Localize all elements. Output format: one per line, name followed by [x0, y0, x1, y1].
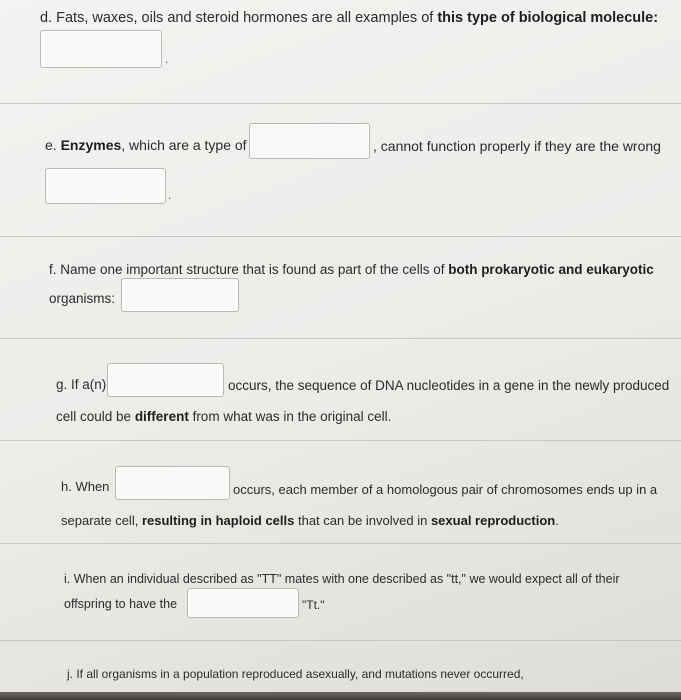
question-e-text: e. Enzymes, which are a type of — [45, 137, 247, 153]
question-i-continuation: "Tt." — [302, 598, 325, 612]
question-f-line2: organisms: — [49, 291, 116, 306]
question-h-line2: separate cell, resulting in haploid cells that can be involved in sexual reproduction. — [61, 513, 559, 528]
divider — [0, 236, 681, 237]
divider — [0, 543, 681, 544]
answer-box-e-2[interactable] — [45, 168, 166, 204]
question-i-text: i. When an individual described as "TT" mates with one described as "tt," we would expect all of their — [64, 572, 620, 586]
answer-box-f[interactable] — [121, 278, 239, 312]
question-e-period: . — [168, 188, 172, 202]
divider — [0, 338, 681, 339]
screen-bezel — [0, 692, 681, 700]
question-g-continuation: occurs, the sequence of DNA nucleotides in a gene in the newly produced — [228, 378, 670, 393]
question-d-text: d. Fats, waxes, oils and steroid hormones are all examples of this type of biological molecule: — [40, 10, 659, 26]
question-d-period: . — [165, 52, 169, 66]
question-f-text: f. Name one important structure that is found as part of the cells of both prokaryotic and eukaryotic — [49, 262, 654, 277]
divider — [0, 440, 681, 441]
answer-box-i[interactable] — [187, 588, 299, 618]
answer-box-d[interactable] — [40, 30, 162, 68]
answer-box-h[interactable] — [115, 466, 230, 500]
answer-box-e-1[interactable] — [249, 123, 370, 159]
question-h-text: h. When — [61, 479, 110, 494]
question-j-text: j. If all organisms in a population reproduced asexually, and mutations never occurred, — [67, 667, 524, 681]
question-h-continuation: occurs, each member of a homologous pair of chromosomes ends up in a — [233, 482, 658, 497]
question-g-text: g. If a(n) — [56, 377, 107, 392]
divider — [0, 640, 681, 641]
question-i-line2: offspring to have the — [64, 597, 178, 611]
divider — [0, 103, 681, 104]
answer-box-g[interactable] — [107, 363, 224, 397]
question-e-continuation: , cannot function properly if they are the wrong — [373, 138, 661, 154]
question-g-line2: cell could be different from what was in the original cell. — [56, 409, 392, 424]
